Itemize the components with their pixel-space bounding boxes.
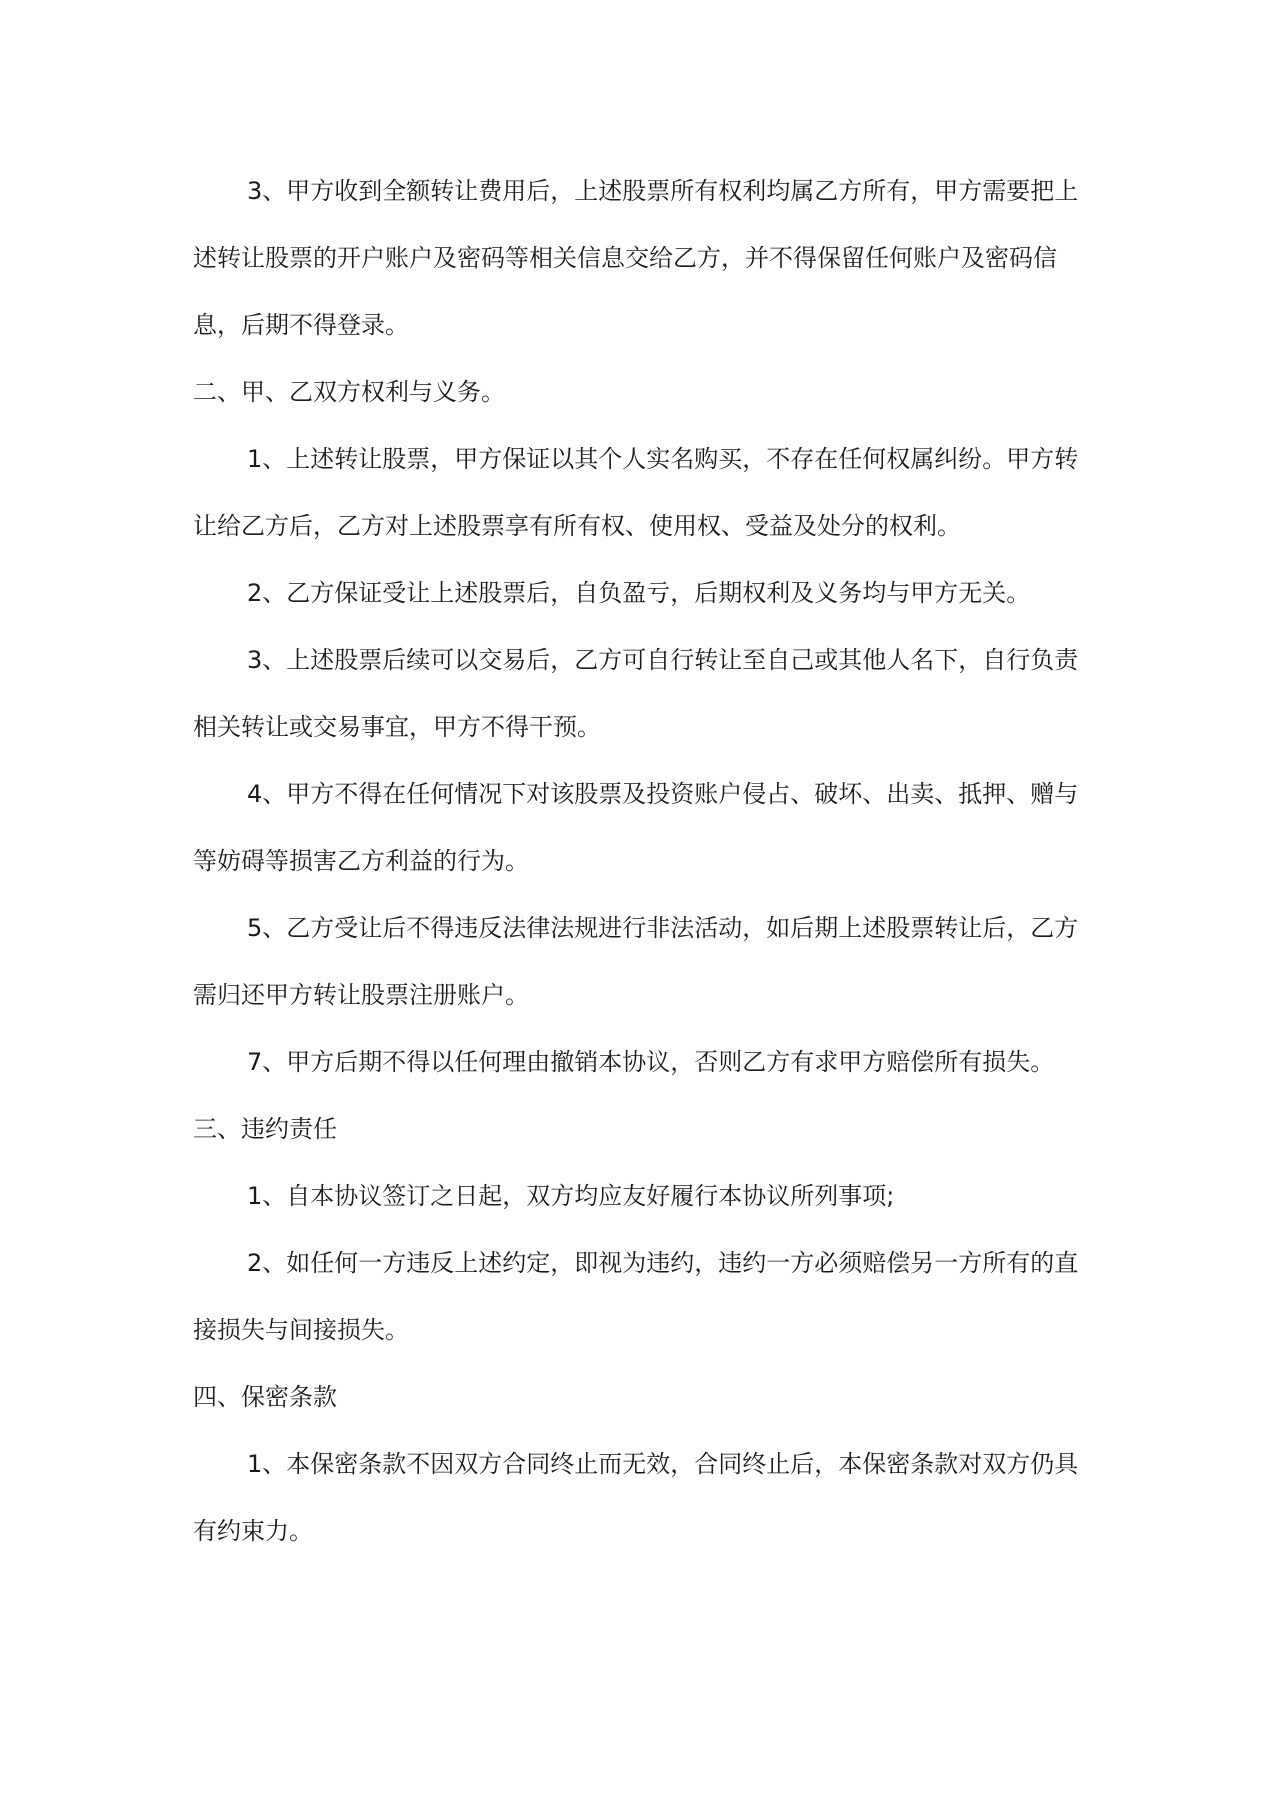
section-heading-rights-obligations: 二、甲、乙双方权利与义务。 xyxy=(193,378,505,406)
clause-1-confidentiality-survival: 1、本保密条款不因双方合同终止而无效，合同终止后，本保密条款对双方仍具有约束力。 xyxy=(193,1450,1079,1545)
section-heading-liability: 三、违约责任 xyxy=(193,1115,337,1143)
clause-1-good-faith: 1、自本协议签订之日起，双方均应友好履行本协议所列事项; xyxy=(247,1182,895,1210)
document-body xyxy=(193,158,1093,1565)
section-heading-confidentiality: 四、保密条款 xyxy=(193,1383,337,1411)
clause-3-account-handover: 3、甲方收到全额转让费用后，上述股票所有权利均属乙方所有，甲方需要把上述转让股票的开户账户及密码等相关信息交给乙方，并不得保留任何账户及密码信息，后期不得登录。 xyxy=(193,177,1079,339)
clause-4-no-infringement: 4、甲方不得在任何情况下对该股票及投资账户侵占、破坏、出卖、抵押、赠与等妨碍等损害乙方利益的行为。 xyxy=(193,780,1079,875)
clause-2-breach-compensation: 2、如任何一方违反上述约定，即视为违约，违约一方必须赔偿另一方所有的直接损失与间接损失。 xyxy=(193,1249,1079,1344)
clause-3-transfer-freedom: 3、上述股票后续可以交易后，乙方可自行转让至自己或其他人名下，自行负责相关转让或交易事宜，甲方不得干预。 xyxy=(193,646,1079,741)
clause-5-lawful-use: 5、乙方受让后不得违反法律法规进行非法活动，如后期上述股票转让后，乙方需归还甲方转让股票注册账户。 xyxy=(193,914,1079,1009)
clause-2-self-responsibility: 2、乙方保证受让上述股票后，自负盈亏，后期权利及义务均与甲方无关。 xyxy=(247,579,1031,607)
clause-1-ownership-guarantee: 1、上述转让股票，甲方保证以其个人实名购买，不存在任何权属纠纷。甲方转让给乙方后，乙方对上述股票享有所有权、使用权、受益及处分的权利。 xyxy=(193,445,1079,540)
clause-7-no-revocation: 7、甲方后期不得以任何理由撤销本协议，否则乙方有求甲方赔偿所有损失。 xyxy=(247,1048,1055,1076)
